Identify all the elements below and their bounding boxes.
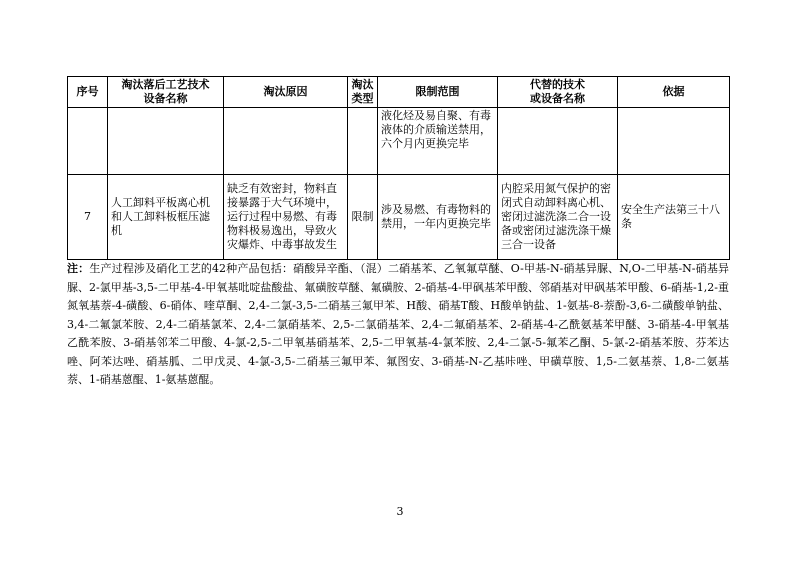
page-number: 3 — [396, 505, 404, 518]
table-cell — [108, 108, 224, 175]
table-header-row — [68, 77, 730, 108]
table-cell — [498, 108, 618, 175]
table-row — [68, 108, 730, 175]
note-text: 生产过程涉及硝化工艺的42种产品包括：硝酸异辛酯、（混）二硝基苯、乙氧氟草醚、O-甲基-N-硝基异脲、N,O-二甲基-N-硝基异脲、2-氯甲基-3,5-二甲基-4-甲氧基吡啶盐酸盐、氟磺胺草醚、氟磺胺、2-硝基-4-甲砜基苯甲酸、邻硝基对甲砜基苯甲酸、6-硝基-1,2-重氮氧基萘-4-磺酸、6-硝体、喹草酮、2,4-二氯-3,5-二硝基三氟甲苯、H酸、硝基T酸、H酸单钠盐、1-氨基-8-萘酚-3,6-二磺酸单钠盐、3,4-二氟氯苯胺、2,4-二硝基氯苯、2,4-二氯硝基苯、2,5-二氯硝基苯、2,4-二氟硝基苯、2-硝基-4-乙酰氨基苯甲醚、3-硝基-4-甲氧基乙酰苯胺、3-硝基邻苯二甲酸、4-氯-2,5-二甲氧基硝基苯、2,5-二甲氧基-4-氯苯胺、2,4-二氯-5-氟苯乙酮、5-氯-2-硝基苯胺、芬苯达唑、阿苯达唑、硝基胍、二甲戊灵、4-氯-3,5-二硝基三氟甲苯、氟图安、3-硝基-N-乙基咔唑、甲磺草胺、1,5-二氨基萘、1,8-二氨基萘、1-硝基蒽醌、1-氨基蒽醌。 — [67, 262, 729, 386]
table-cell — [348, 108, 378, 175]
header-scope: 限制范围 — [378, 77, 498, 108]
table-cell-replacement: 内腔采用氮气保护的密闭式自动卸料离心机、密闭过滤洗涤二合一设备或密闭过滤洗涤干燥三合一设备 — [498, 175, 618, 260]
note-paragraph — [67, 260, 729, 390]
header-basis: 依据 — [618, 77, 730, 108]
header-name: 淘汰落后工艺技术 设备名称 — [108, 77, 224, 108]
table-cell-basis: 安全生产法第三十八条 — [618, 175, 730, 260]
table-cell-scope: 液化烃及易自聚、有毒液体的介质输送禁用，六个月内更换完毕 — [378, 108, 498, 175]
eliminated-equipment-table — [67, 76, 730, 260]
header-reason: 淘汰原因 — [224, 77, 348, 108]
header-replacement: 代替的技术 或设备名称 — [498, 77, 618, 108]
table-cell-reason: 缺乏有效密封，物料直接暴露于大气环境中，运行过程中易燃、有毒物料极易逸出，导致火灾爆炸、中毒事故发生 — [224, 175, 348, 260]
table-cell — [68, 108, 108, 175]
table-cell-type: 限制 — [348, 175, 378, 260]
header-type: 淘汰 类型 — [348, 77, 378, 108]
table-cell-scope: 涉及易燃、有毒物料的禁用，一年内更换完毕 — [378, 175, 498, 260]
header-seq: 序号 — [68, 77, 108, 108]
table-row — [68, 175, 730, 260]
table-cell-name: 人工卸料平板离心机和人工卸料板框压滤机 — [108, 175, 224, 260]
note-label: 注： — [67, 262, 90, 275]
table-cell-seq: 7 — [68, 175, 108, 260]
table-cell — [618, 108, 730, 175]
table-cell — [224, 108, 348, 175]
